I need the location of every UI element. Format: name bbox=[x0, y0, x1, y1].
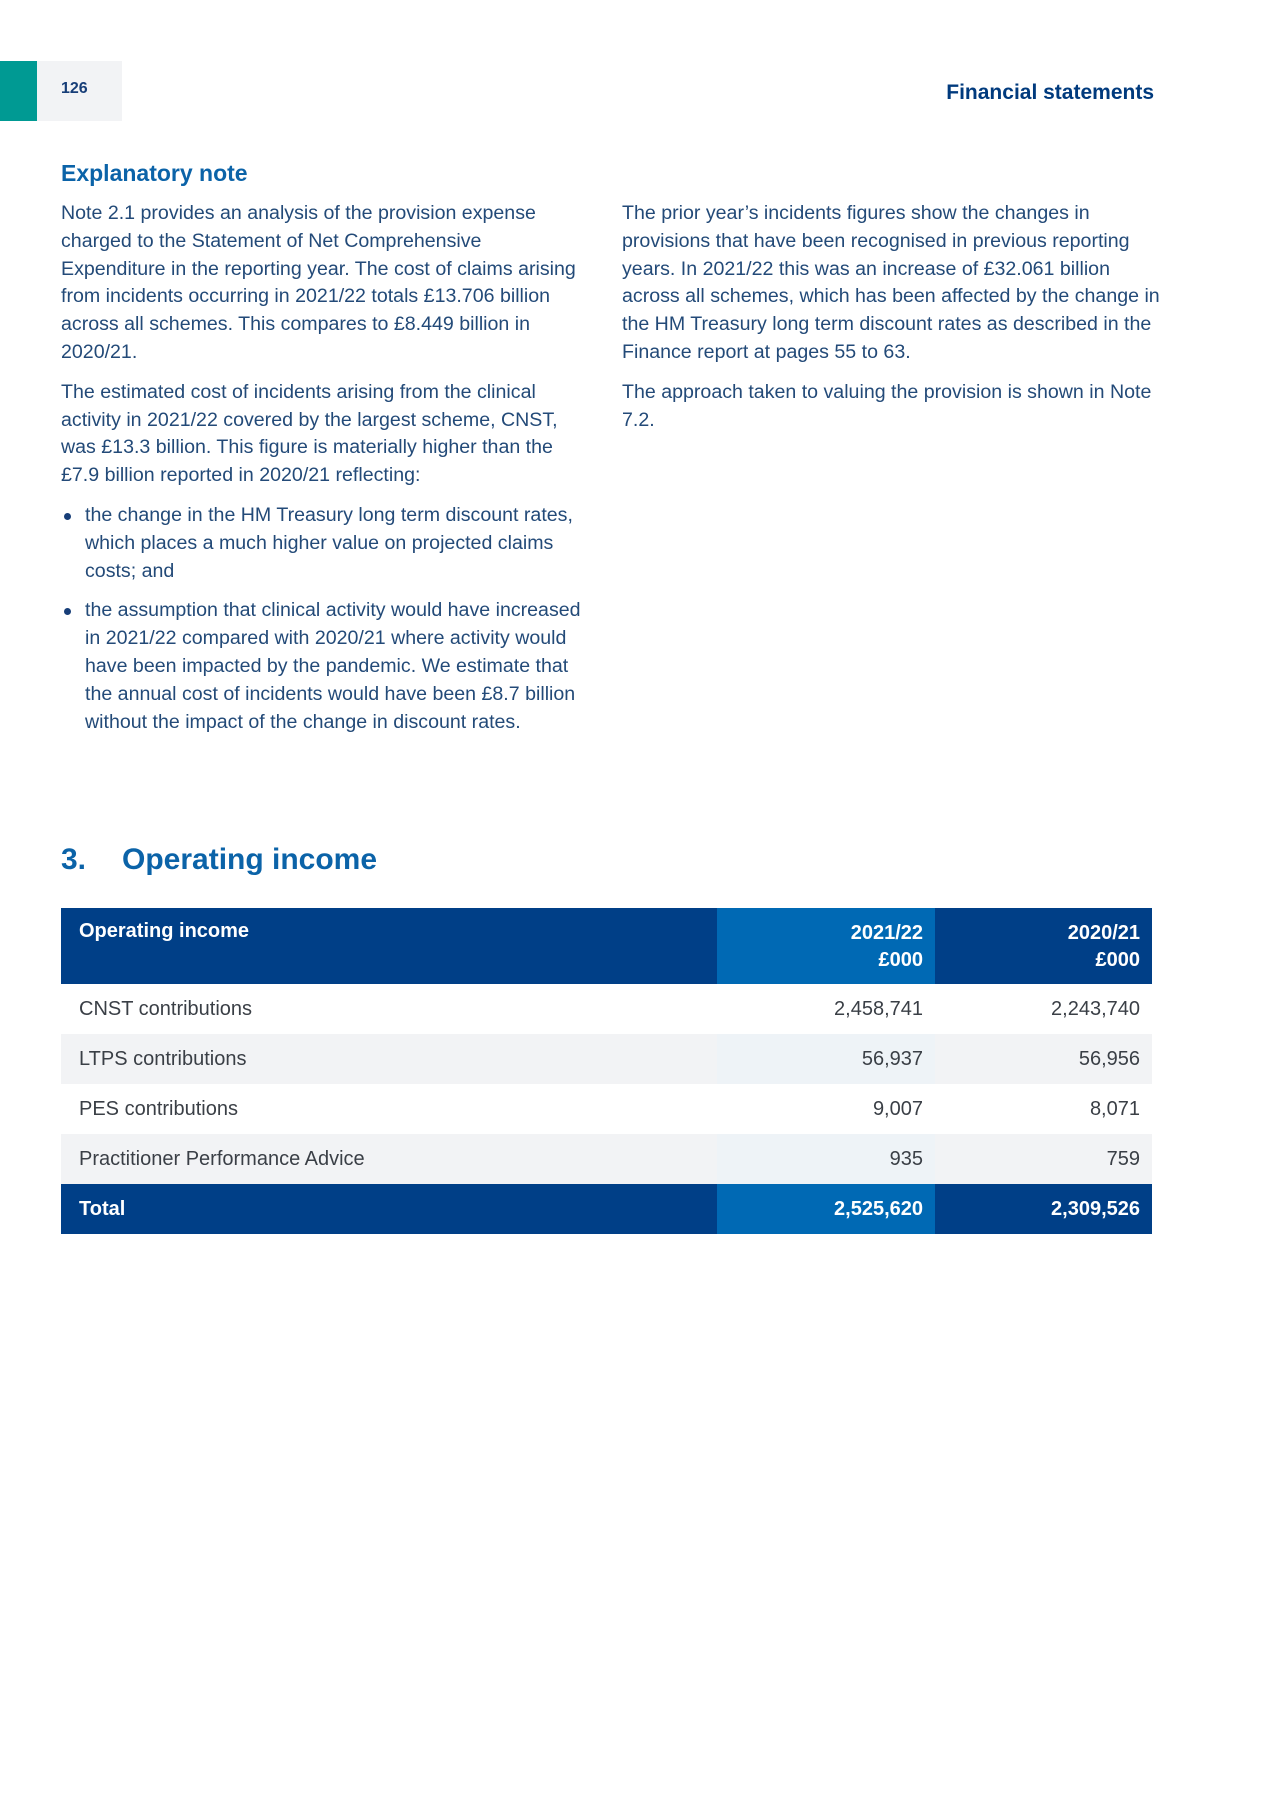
value-2021-22: 56,937 bbox=[717, 1034, 935, 1084]
row-label: Practitioner Performance Advice bbox=[61, 1134, 717, 1184]
header-year: 2020/21 bbox=[1067, 922, 1140, 944]
page-number: 126 bbox=[61, 80, 88, 97]
value-2020-21: 56,956 bbox=[935, 1034, 1152, 1084]
row-label: LTPS contributions bbox=[61, 1034, 717, 1084]
explanatory-note-heading: Explanatory note bbox=[61, 160, 248, 186]
header-col-2021-22 bbox=[717, 908, 935, 984]
bullet-item: the assumption that clinical activity would have increased in 2021/22 compared with 2020/21 where activity would have been impacted by the pandemic. We estimate that the annual cost of incidents would have been £8.7 billion without the impact of the change in discount rates. bbox=[61, 597, 581, 736]
total-label: Total bbox=[61, 1184, 717, 1234]
total-2020-21: 2,309,526 bbox=[935, 1184, 1152, 1234]
section-number: 3. bbox=[61, 843, 87, 876]
table-header-row bbox=[61, 908, 1152, 984]
header-label: Operating income bbox=[61, 908, 717, 984]
section-title-text: Operating income bbox=[122, 843, 378, 876]
total-row bbox=[61, 1184, 1152, 1234]
header-unit: £000 bbox=[1095, 949, 1140, 971]
paragraph: The estimated cost of incidents arising from the clinical activity in 2021/22 covered by the largest scheme, CNST, was £13.3 billion. This figure is materially higher than the £7.9 billion reported in 2020/21 reflecting: bbox=[61, 380, 558, 487]
table-row bbox=[61, 1084, 1152, 1134]
bullet-item: the change in the HM Treasury long term discount rates, which places a much higher value on projected claims costs; and bbox=[61, 502, 581, 585]
paragraph: The prior year’s incidents figures show the changes in provisions that have been recognised in previous reporting years. In 2021/22 this was an increase of £32.061 billion across all schemes, which has been affected by the change in the HM Treasury long term discount rates as described in the Finance report at pages 55 to 63. bbox=[622, 202, 1160, 363]
page-accent-tab bbox=[0, 61, 37, 121]
total-2021-22: 2,525,620 bbox=[717, 1184, 935, 1234]
operating-income-table bbox=[61, 908, 1152, 1234]
right-column bbox=[622, 200, 1162, 446]
value-2020-21: 2,243,740 bbox=[1051, 997, 1140, 1020]
value-2020-21: 759 bbox=[935, 1134, 1152, 1184]
value-2021-22: 9,007 bbox=[872, 1097, 923, 1120]
table-row bbox=[61, 1134, 1152, 1184]
value-2021-22: 935 bbox=[717, 1134, 935, 1184]
header-unit: £000 bbox=[878, 949, 923, 971]
row-label: CNST contributions bbox=[79, 997, 253, 1020]
header-col-2020-21 bbox=[935, 908, 1152, 984]
table-row bbox=[61, 1034, 1152, 1084]
row-label: PES contributions bbox=[79, 1097, 238, 1120]
paragraph: The approach taken to valuing the provision is shown in Note 7.2. bbox=[622, 380, 1152, 431]
value-2021-22: 2,458,741 bbox=[834, 997, 923, 1020]
value-2020-21: 8,071 bbox=[1089, 1097, 1140, 1120]
bullet-list bbox=[61, 502, 581, 736]
section-title bbox=[61, 843, 377, 877]
left-column bbox=[61, 200, 581, 748]
table-row bbox=[61, 984, 1152, 1034]
running-title: Financial statements bbox=[946, 81, 1154, 104]
paragraph: Note 2.1 provides an analysis of the provision expense charged to the Statement of Net Comprehensive Expenditure in the reporting year. The cost of claims arising from incidents occurring in 2021/22 totals £13.706 billion across all schemes. This compares to £8.449 billion in 2020/21. bbox=[61, 202, 576, 363]
header-year: 2021/22 bbox=[850, 922, 923, 944]
